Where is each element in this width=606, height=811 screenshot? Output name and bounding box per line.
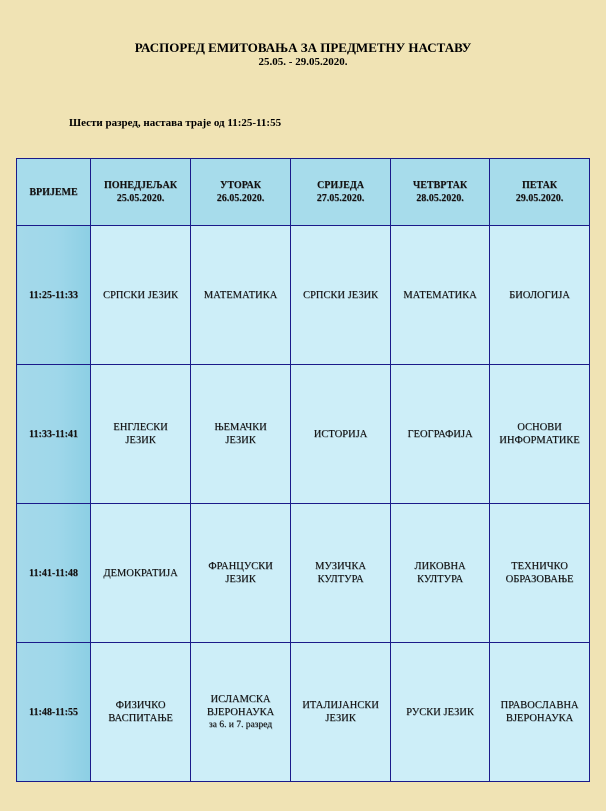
- subject-line: МАТЕМАТИКА: [403, 289, 477, 301]
- subject-cell: [191, 504, 291, 643]
- subject-cell: [291, 365, 391, 504]
- subject-cell: [191, 226, 291, 365]
- subject-cell: [191, 365, 291, 504]
- subject-line: ВЈЕРОНАУКА: [206, 706, 275, 718]
- day-name: УТОРАК: [220, 180, 261, 191]
- day-name: СРИЈЕДА: [317, 180, 364, 191]
- subject-line: ЈЕЗИК: [225, 435, 256, 446]
- subject-line: КУЛТУРА: [416, 574, 464, 585]
- subject-line: ВАСПИТАЊЕ: [108, 713, 173, 724]
- day-header: [391, 159, 490, 226]
- day-date: 26.05.2020.: [216, 193, 265, 204]
- subject-cell: [91, 643, 191, 782]
- subject-line: ОСНОВИ: [517, 422, 562, 433]
- subject-line: ЛИКОВНА: [414, 561, 466, 572]
- subject-line: ПРАВОСЛАВНА: [500, 700, 579, 711]
- subject-line: ФРАНЦУСКИ: [208, 561, 273, 572]
- subject-cell: [391, 226, 490, 365]
- day-date: 25.05.2020.: [116, 193, 165, 204]
- day-name: ПЕТАК: [521, 180, 558, 191]
- subject-line: ЊЕМАЧКИ: [214, 422, 267, 433]
- subject-line: ДЕМОКРАТИЈА: [103, 567, 178, 579]
- time-column-header: [17, 159, 91, 226]
- day-header: [490, 159, 590, 226]
- time-header-label: ВРИЈЕМЕ: [29, 186, 78, 198]
- subject-cell: [91, 504, 191, 643]
- table-row: [17, 504, 590, 643]
- subject-line: СРПСКИ ЈЕЗИК: [102, 289, 179, 301]
- subject-line: ИНФОРМАТИКЕ: [499, 435, 580, 446]
- document-title: РАСПОРЕД ЕМИТОВАЊА ЗА ПРЕДМЕТНУ НАСТАВУ: [134, 40, 472, 55]
- subject-cell: [291, 504, 391, 643]
- subject-line: МАТЕМАТИКА: [203, 289, 278, 301]
- header-row: [17, 159, 590, 226]
- subject-cell: [391, 643, 490, 782]
- subject-cell: [291, 643, 391, 782]
- time-slot: 11:25-11:33: [17, 226, 91, 365]
- subject-line: ОБРАЗОВАЊЕ: [505, 574, 574, 585]
- subject-cell: [490, 365, 590, 504]
- time-slot: 11:41-11:48: [17, 504, 91, 643]
- subject-line: РУСКИ ЈЕЗИК: [406, 706, 474, 718]
- day-date: 28.05.2020.: [416, 193, 464, 204]
- subject-line: ИСЛАМСКА: [210, 693, 271, 705]
- subject-line: МУЗИЧКА: [315, 561, 366, 572]
- table-row: [17, 226, 590, 365]
- subject-cell: [91, 226, 191, 365]
- subject-line: ИТАЛИЈАНСКИ: [302, 700, 379, 711]
- schedule-table: [16, 158, 590, 782]
- date-range: 25.05. - 29.05.2020.: [258, 56, 348, 68]
- table-row: [17, 365, 590, 504]
- subject-line: ЕНГЛЕСКИ: [113, 422, 168, 433]
- day-name: ЧЕТВРТАК: [412, 180, 468, 191]
- subject-line: ЈЕЗИК: [125, 435, 156, 446]
- day-header: [91, 159, 191, 226]
- subject-line: ФИЗИЧКО: [115, 700, 166, 711]
- time-slot: 11:48-11:55: [17, 643, 91, 782]
- table-row: [17, 643, 590, 782]
- day-date: 29.05.2020.: [515, 193, 564, 204]
- subject-cell: [391, 504, 490, 643]
- subject-line: ИСТОРИЈА: [313, 428, 368, 440]
- subject-cell: [490, 504, 590, 643]
- subject-line: КУЛТУРА: [317, 574, 364, 585]
- subject-line: ВЈЕРОНАУКА: [505, 713, 574, 724]
- subject-cell: [291, 226, 391, 365]
- subject-cell: [91, 365, 191, 504]
- subject-cell: [191, 643, 291, 782]
- day-name: ПОНЕДЈЕЉАК: [103, 180, 178, 191]
- subject-line: БИОЛОГИЈА: [509, 289, 570, 301]
- subject-line: ЈЕЗИК: [225, 574, 256, 585]
- day-header: [291, 159, 391, 226]
- subject-line: ЈЕЗИК: [325, 713, 356, 724]
- subject-line: ТЕХНИЧКО: [511, 561, 568, 572]
- day-header: [191, 159, 291, 226]
- subject-cell: [391, 365, 490, 504]
- subject-note: за 6. и 7. разред: [208, 719, 273, 730]
- subject-line: СРПСКИ ЈЕЗИК: [302, 289, 379, 301]
- grade-info: Шести разред, настава траје од 11:25-11:55: [69, 117, 282, 129]
- time-slot: 11:33-11:41: [17, 365, 91, 504]
- document-header: [0, 40, 606, 69]
- subject-cell: [490, 643, 590, 782]
- subject-cell: [490, 226, 590, 365]
- subject-line: ГЕОГРАФИЈА: [407, 428, 473, 440]
- day-date: 27.05.2020.: [316, 193, 365, 204]
